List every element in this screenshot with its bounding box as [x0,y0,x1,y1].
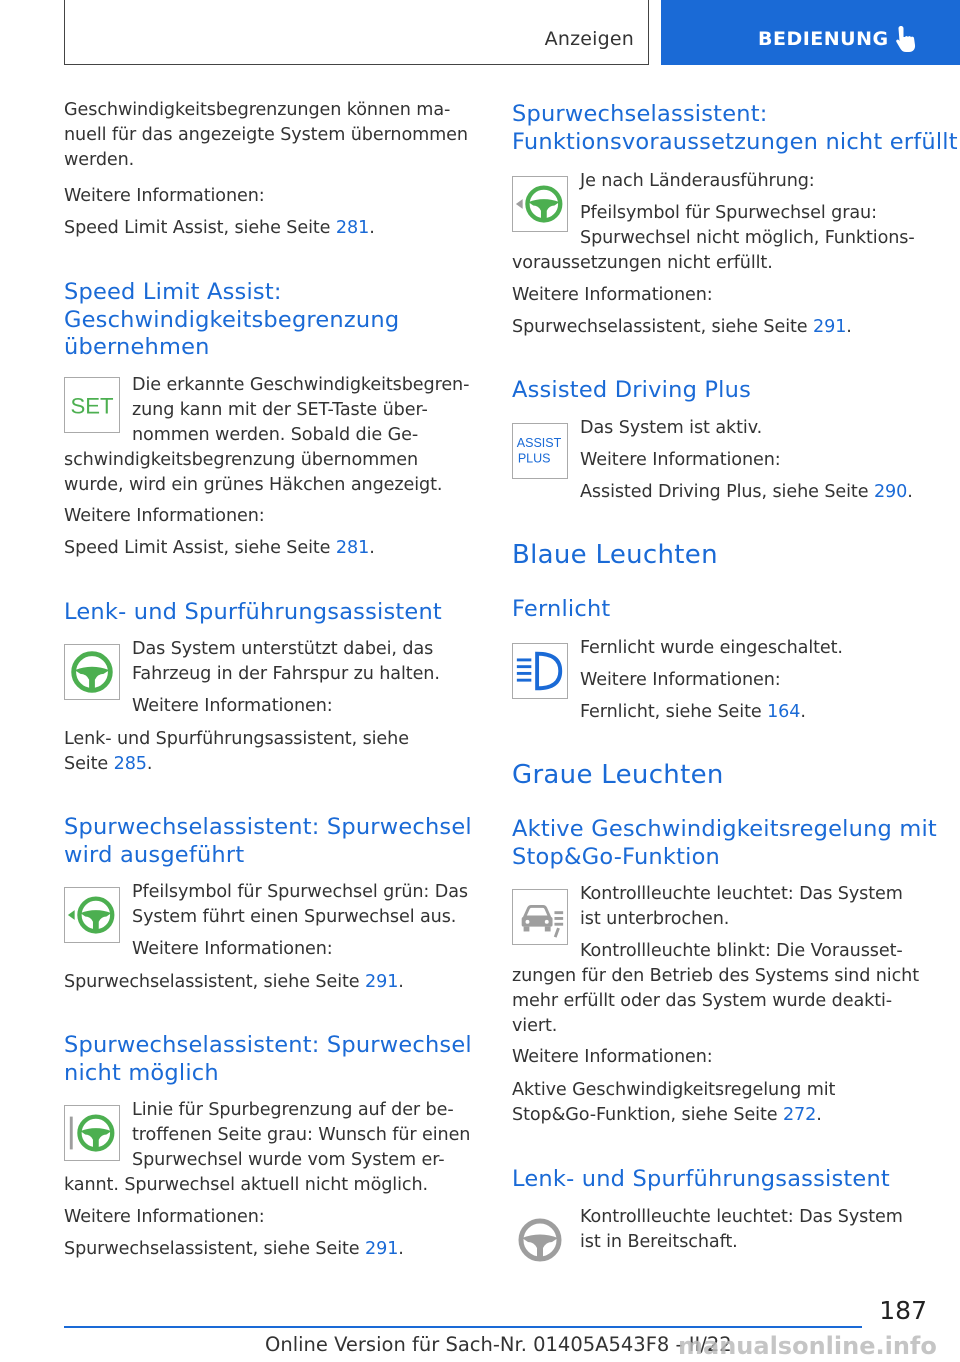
assist-plus-icon [512,423,568,479]
section-title-high-beam: Fernlicht [512,596,611,622]
lane-change-impossible-text-a: Linie für Spurbegrenzung auf der be- troffenen Seite grau: Wunsch für einen Spurwechsel wurde vom System er- [132,1100,471,1170]
steering-wheel-green-icon [64,644,120,700]
section-title-lane-change-impossible: Spurwechselassistent: Spurwechsel nicht möglich [64,1032,472,1086]
intro-paragraph: Geschwindigkeitsbegrenzungen können ma- nuell für das angezeigte System übernommen werden. [64,100,468,170]
section-title-lane-change-active: Spurwechselassistent: Spurwechsel wird ausgeführt [64,814,472,868]
page-link[interactable]: 164 [767,702,801,722]
page-number: 187 [879,1296,927,1325]
header-section-label: Anzeigen [544,28,634,50]
high-beam-reference: Fernlicht, siehe Seite 164. [580,702,806,722]
lane-change-prereq-more-info: Weitere Informationen: [512,285,713,305]
high-beam-more-info: Weitere Informationen: [580,670,781,690]
steering-wheel-grey-icon [512,1212,568,1268]
active-cruise-grey-icon [512,889,568,945]
lane-assist-more-info: Weitere Informationen: [132,696,333,716]
lane-boundary-grey-icon [64,1105,120,1161]
header-chapter-box [661,0,960,65]
speed-limit-assist-text-a: Die erkannte Geschwindigkeitsbegren- zung kann mit der SET-Taste über- nommen werden. Sobald die Ge- [132,375,470,445]
active-cruise-more-info: Weitere Informationen: [512,1047,713,1067]
active-cruise-text-c: zungen für den Betrieb des Systems sind nicht mehr erfüllt oder das System wurde deakti- viert. [512,966,920,1036]
lane-change-active-text: Pfeilsymbol für Spurwechsel grün: Das System führt einen Spurwechsel aus. [132,882,468,927]
lane-change-grey-arrow-icon [512,176,568,232]
header-section-box [64,0,649,65]
intro-reference: Speed Limit Assist, siehe Seite 281. [64,218,375,238]
svg-text:PLUS: PLUS [517,451,551,466]
set-indicator-icon [64,377,120,433]
footer-online-version: Online Version für Sach-Nr. 01405A543F8 - II/22 [265,1333,732,1356]
section-title-lane-change-prereq: Spurwechselassistent: Funktionsvoraussetzungen nicht erfüllt [512,101,958,155]
lane-change-prereq-text-b: voraussetzungen nicht erfüllt. [512,253,773,273]
speed-limit-assist-text-b: schwindigkeitsbegrenzung übernommen wurde, wird ein grünes Häkchen angezeigt. [64,450,443,495]
page-link[interactable]: 291 [365,1239,399,1259]
active-cruise-reference: Aktive Geschwindigkeitsregelung mit Stop&Go-Funktion, siehe Seite 272. [512,1080,836,1125]
svg-text:ASSIST: ASSIST [516,436,562,451]
page-link[interactable]: 281 [335,218,370,238]
active-cruise-text-a: Kontrollleuchte leuchtet: Das System ist unterbrochen. [580,884,903,929]
lane-change-green-icon [64,887,120,943]
high-beam-text: Fernlicht wurde eingeschaltet. [580,638,843,658]
pointing-hand-icon [894,24,920,54]
page-link[interactable]: 291 [813,317,847,337]
lane-change-impossible-text-b: kannt. Spurwechsel aktuell nicht möglich. [64,1175,429,1195]
speed-limit-more-info: Weitere Informationen: [64,506,265,526]
lane-change-prereq-reference: Spurwechselassistent, siehe Seite 291. [512,317,852,337]
footer-divider [64,1326,862,1328]
lane-change-prereq-variant: Je nach Länderausführung: [580,171,815,191]
page-link[interactable]: 290 [873,482,908,502]
speed-limit-reference: Speed Limit Assist, siehe Seite 281. [64,538,375,558]
page-link[interactable]: 285 [113,754,147,774]
section-title-active-cruise: Aktive Geschwindigkeitsregelung mit Stop&Go-Funktion [512,816,937,870]
section-title-lane-assist-standby: Lenk- und Spurführungsassistent [512,1166,890,1192]
lane-change-active-more-info: Weitere Informationen: [132,939,333,959]
watermark: manualsonline.info [678,1332,937,1360]
section-title-speed-limit-assist: Speed Limit Assist: Geschwindigkeitsbegrenzung übernehmen [64,279,400,360]
lane-change-impossible-more-info: Weitere Informationen: [64,1207,265,1227]
header-chapter-label: BEDIENUNG [758,28,889,50]
page-link[interactable]: 281 [335,538,370,558]
lane-change-prereq-text-a: Pfeilsymbol für Spurwechsel grau: Spurwechsel nicht möglich, Funktions- [580,203,915,248]
page-link[interactable]: 272 [782,1105,817,1125]
section-title-lane-assist: Lenk- und Spurführungsassistent [64,599,442,625]
active-cruise-text-b: Kontrollleuchte blinkt: Die Vorausset- [580,941,903,961]
intro-more-info: Weitere Informationen: [64,186,265,206]
lane-change-active-reference: Spurwechselassistent, siehe Seite 291. [64,972,404,992]
lane-assist-text: Das System unterstützt dabei, das Fahrzeug in der Fahrspur zu halten. [132,639,440,684]
lane-change-impossible-reference: Spurwechselassistent, siehe Seite 291. [64,1239,404,1259]
page-link[interactable]: 291 [365,972,399,992]
heading-grey-lights: Graue Leuchten [512,760,724,790]
assisted-driving-more-info: Weitere Informationen: [580,450,781,470]
high-beam-icon [512,643,568,699]
lane-assist-reference: Lenk- und Spurführungsassistent, siehe Seite 285. [64,729,409,774]
assisted-driving-text: Das System ist aktiv. [580,418,763,438]
svg-text:SET: SET [70,393,114,419]
lane-assist-standby-text: Kontrollleuchte leuchtet: Das System ist in Bereitschaft. [580,1207,903,1252]
section-title-assisted-driving-plus: Assisted Driving Plus [512,377,751,403]
assisted-driving-reference: Assisted Driving Plus, siehe Seite 290. [580,482,913,502]
heading-blue-lights: Blaue Leuchten [512,540,718,570]
